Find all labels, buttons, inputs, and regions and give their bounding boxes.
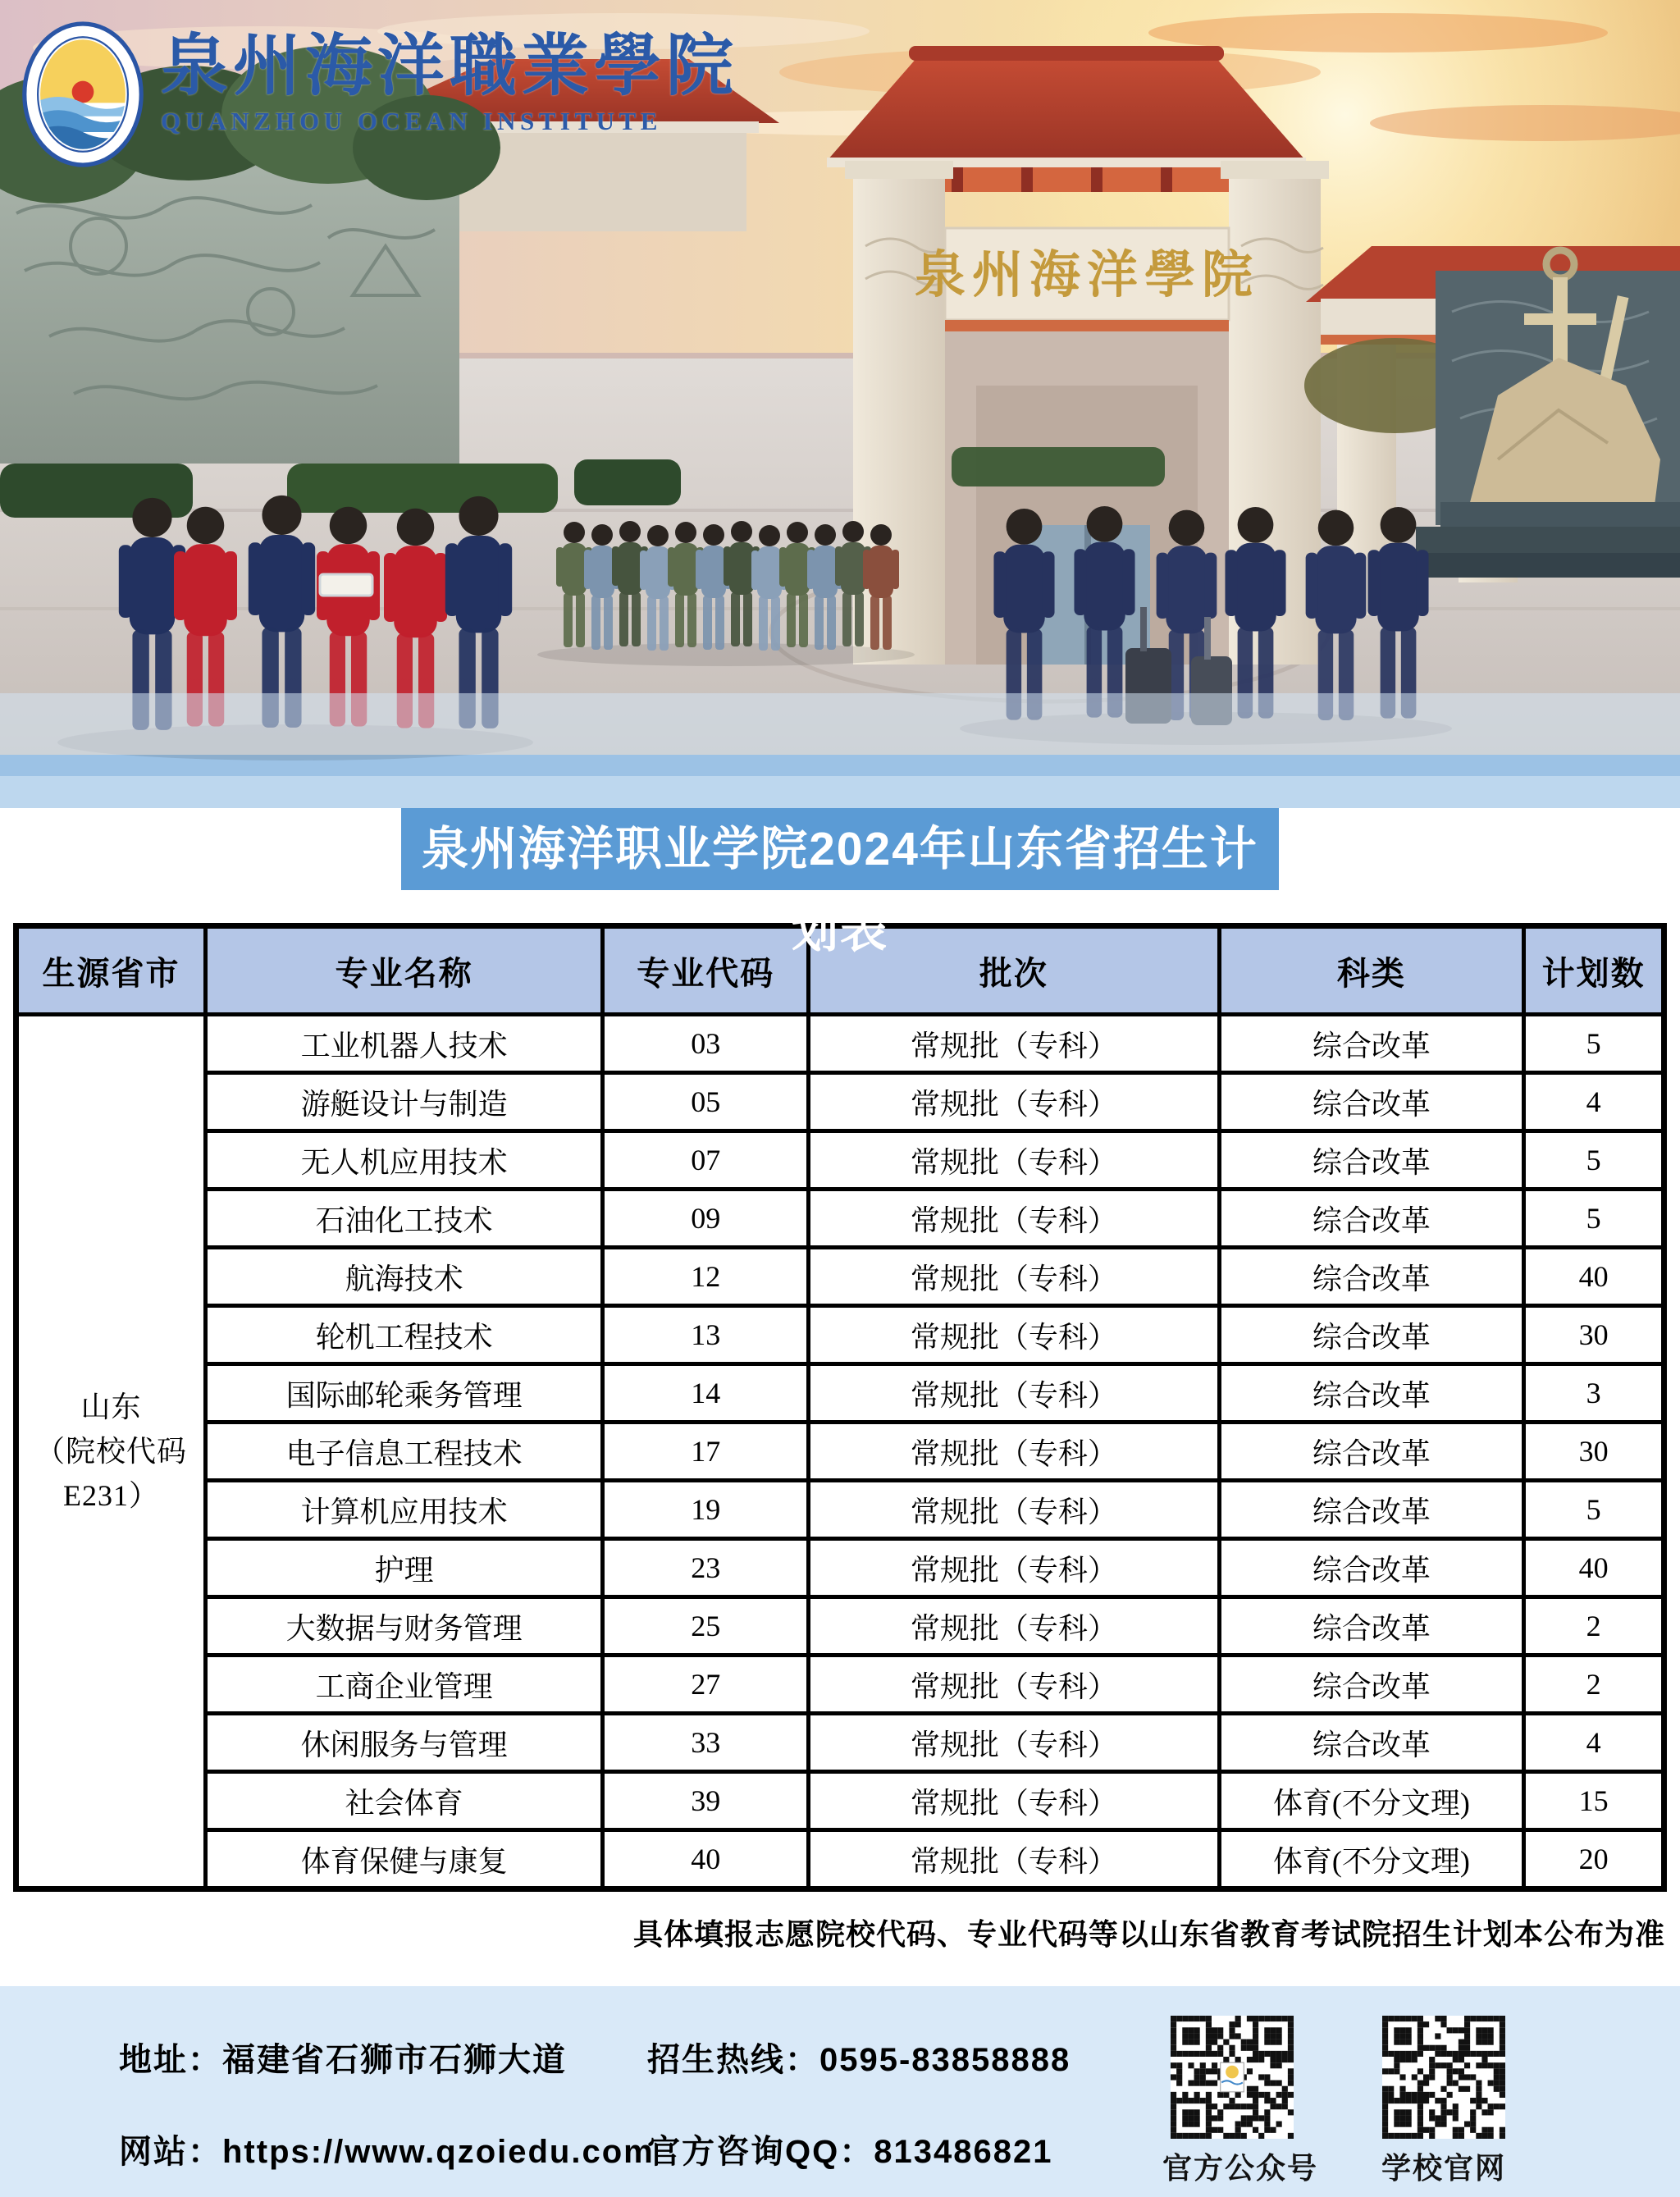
- batch-cell: 常规批（专科）: [809, 1364, 1219, 1423]
- subject-category-cell: 综合改革: [1219, 1248, 1524, 1306]
- hero-photo: [0, 0, 1680, 755]
- batch-cell: 常规批（专科）: [809, 1306, 1219, 1364]
- table-row: [16, 1190, 1664, 1248]
- qr-official-account: [1162, 2016, 1319, 2187]
- plan-count-cell: 4: [1524, 1073, 1664, 1131]
- major-name-cell: 国际邮轮乘务管理: [206, 1364, 603, 1423]
- table-row: [16, 1656, 1664, 1714]
- col-header-2: 专业名称: [206, 926, 603, 1015]
- subject-category-cell: 综合改革: [1219, 1539, 1524, 1597]
- major-name-cell: 轮机工程技术: [206, 1306, 603, 1364]
- title-row: [0, 808, 1680, 957]
- subject-category-cell: 体育(不分文理): [1219, 1772, 1524, 1830]
- photo-bottom-overlay: [0, 693, 1680, 755]
- website-line: 网站：https://www.qzoiedu.com: [119, 2134, 655, 2170]
- batch-cell: 常规批（专科）: [809, 1131, 1219, 1190]
- batch-cell: 常规批（专科）: [809, 1539, 1219, 1597]
- major-code-cell: 33: [603, 1714, 809, 1772]
- address-line: 地址：福建省石狮市石狮大道: [119, 2042, 567, 2078]
- major-code-cell: 12: [603, 1248, 809, 1306]
- major-name-cell: 电子信息工程技术: [206, 1423, 603, 1481]
- major-name-cell: 社会体育: [206, 1772, 603, 1830]
- batch-cell: 常规批（专科）: [809, 1073, 1219, 1131]
- col-header-1: 生源省市: [16, 926, 206, 1015]
- qq-line: 官方咨询QQ：813486821: [647, 2134, 1053, 2170]
- table-row: [16, 1481, 1664, 1539]
- major-name-cell: 护理: [206, 1539, 603, 1597]
- subject-category-cell: 综合改革: [1219, 1364, 1524, 1423]
- major-name-cell: 大数据与财务管理: [206, 1597, 603, 1656]
- major-name-cell: 工商企业管理: [206, 1656, 603, 1714]
- batch-cell: 常规批（专科）: [809, 1481, 1219, 1539]
- major-name-cell: 计算机应用技术: [206, 1481, 603, 1539]
- province-cell: 山东 （院校代码 E231）: [16, 1015, 206, 1889]
- subject-category-cell: 综合改革: [1219, 1597, 1524, 1656]
- table-row: [16, 1131, 1664, 1190]
- batch-cell: 常规批（专科）: [809, 1714, 1219, 1772]
- plan-count-cell: 30: [1524, 1423, 1664, 1481]
- school-logo: [21, 21, 738, 167]
- admission-plan-table: [13, 923, 1667, 1892]
- major-code-cell: 40: [603, 1830, 809, 1889]
- hotline-line: 招生热线：0595-83858888: [647, 2042, 1071, 2078]
- batch-cell: 常规批（专科）: [809, 1772, 1219, 1830]
- open-book: [320, 574, 372, 596]
- table-row: [16, 1364, 1664, 1423]
- qr-school-website-icon: [1382, 2016, 1505, 2139]
- col-header-5: 科类: [1219, 926, 1524, 1015]
- plan-count-cell: 5: [1524, 1131, 1664, 1190]
- major-code-cell: 25: [603, 1597, 809, 1656]
- subject-category-cell: 综合改革: [1219, 1131, 1524, 1190]
- major-name-cell: 石油化工技术: [206, 1190, 603, 1248]
- qr-school-website-label: 学校官网: [1381, 2151, 1506, 2185]
- major-name-cell: 无人机应用技术: [206, 1131, 603, 1190]
- subject-category-cell: 综合改革: [1219, 1073, 1524, 1131]
- batch-cell: 常规批（专科）: [809, 1423, 1219, 1481]
- plan-count-cell: 5: [1524, 1481, 1664, 1539]
- col-header-6: 计划数: [1524, 926, 1664, 1015]
- subject-category-cell: 综合改革: [1219, 1306, 1524, 1364]
- plan-count-cell: 40: [1524, 1248, 1664, 1306]
- major-name-cell: 休闲服务与管理: [206, 1714, 603, 1772]
- batch-cell: 常规批（专科）: [809, 1830, 1219, 1889]
- major-code-cell: 05: [603, 1073, 809, 1131]
- subject-category-cell: 体育(不分文理): [1219, 1830, 1524, 1889]
- major-name-cell: 工业机器人技术: [206, 1015, 603, 1073]
- major-name-cell: 体育保健与康复: [206, 1830, 603, 1889]
- footer: [0, 1986, 1680, 2197]
- major-name-cell: 航海技术: [206, 1248, 603, 1306]
- table-row: [16, 1248, 1664, 1306]
- batch-cell: 常规批（专科）: [809, 1190, 1219, 1248]
- major-code-cell: 13: [603, 1306, 809, 1364]
- plan-count-cell: 20: [1524, 1830, 1664, 1889]
- major-code-cell: 07: [603, 1131, 809, 1190]
- plan-count-cell: 15: [1524, 1772, 1664, 1830]
- divider-band-light: [0, 776, 1680, 808]
- major-name-cell: 游艇设计与制造: [206, 1073, 603, 1131]
- page-title: 泉州海洋职业学院2024年山东省招生计划表: [401, 808, 1279, 890]
- batch-cell: 常规批（专科）: [809, 1597, 1219, 1656]
- major-code-cell: 27: [603, 1656, 809, 1714]
- table-row: [16, 1306, 1664, 1364]
- anchor-sculpture: [1393, 250, 1680, 578]
- qr-school-website: [1374, 2016, 1513, 2187]
- batch-cell: 常规批（专科）: [809, 1656, 1219, 1714]
- major-code-cell: 39: [603, 1772, 809, 1830]
- qr-official-account-label: 官方公众号: [1162, 2151, 1319, 2185]
- plan-count-cell: 2: [1524, 1597, 1664, 1656]
- plan-count-cell: 5: [1524, 1190, 1664, 1248]
- qr-official-account-icon: [1171, 2016, 1294, 2139]
- table-row: [16, 1597, 1664, 1656]
- major-code-cell: 19: [603, 1481, 809, 1539]
- plan-count-cell: 30: [1524, 1306, 1664, 1364]
- major-code-cell: 03: [603, 1015, 809, 1073]
- logo-title-en: QUANZHOU OCEAN INSTITUTE: [161, 107, 662, 135]
- plan-count-cell: 40: [1524, 1539, 1664, 1597]
- table-row: [16, 1423, 1664, 1481]
- plan-count-cell: 5: [1524, 1015, 1664, 1073]
- subject-category-cell: 综合改革: [1219, 1015, 1524, 1073]
- subject-category-cell: 综合改革: [1219, 1423, 1524, 1481]
- disclaimer-note: 具体填报志愿院校代码、专业代码等以山东省教育考试院招生计划本公布为准: [632, 1917, 1665, 1951]
- major-code-cell: 23: [603, 1539, 809, 1597]
- plan-count-cell: 3: [1524, 1364, 1664, 1423]
- batch-cell: 常规批（专科）: [809, 1248, 1219, 1306]
- col-header-3: 专业代码: [603, 926, 809, 1015]
- table-row: [16, 1830, 1664, 1889]
- table-row: [16, 1772, 1664, 1830]
- plan-count-cell: 2: [1524, 1656, 1664, 1714]
- major-code-cell: 14: [603, 1364, 809, 1423]
- major-code-cell: 17: [603, 1423, 809, 1481]
- gate-sign-text: 泉州海洋學院: [914, 248, 1260, 304]
- table-row: [16, 1073, 1664, 1131]
- major-code-cell: 09: [603, 1190, 809, 1248]
- logo-title-cn: 泉州海洋職業學院: [161, 29, 739, 103]
- col-header-4: 批次: [809, 926, 1219, 1015]
- table-row: [16, 1015, 1664, 1073]
- batch-cell: 常规批（专科）: [809, 1015, 1219, 1073]
- table-row: [16, 1539, 1664, 1597]
- subject-category-cell: 综合改革: [1219, 1190, 1524, 1248]
- plan-count-cell: 4: [1524, 1714, 1664, 1772]
- subject-category-cell: 综合改革: [1219, 1656, 1524, 1714]
- table-row: [16, 1714, 1664, 1772]
- subject-category-cell: 综合改革: [1219, 1481, 1524, 1539]
- school-logo-badge-icon: [21, 21, 144, 167]
- subject-category-cell: 综合改革: [1219, 1714, 1524, 1772]
